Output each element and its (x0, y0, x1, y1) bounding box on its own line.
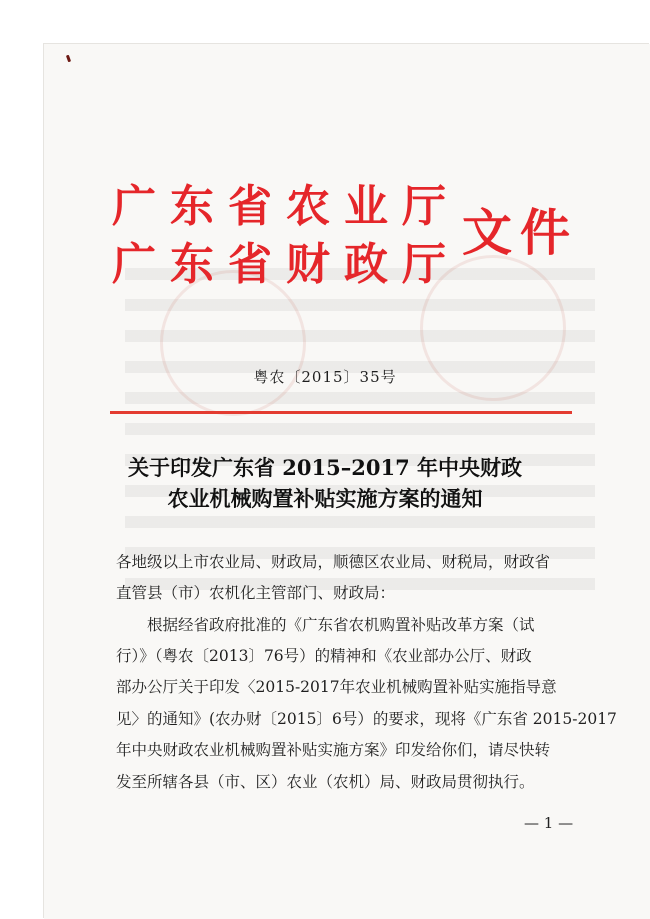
body-line: 各地级以上市农业局、财政局，顺德区农业局、财税局，财政省 (116, 553, 551, 571)
issuer-line-agriculture: 广东省农业厅 (112, 181, 460, 232)
body-line: 发至所辖各县（市、区）农业（农机）局、财政局贯彻执行。 (116, 773, 535, 791)
body-line: 年中央财政农业机械购置补贴实施方案》印发给你们，请尽快转 (116, 741, 551, 759)
document-suffix: 文件 (462, 203, 578, 262)
body-line: 部办公厅关于印发〈2015-2017年农业机械购置补贴实施指导意 (116, 678, 557, 696)
document-number: 粤农〔2015〕35号 (253, 368, 397, 386)
issuer-line-finance: 广东省财政厅 (112, 239, 460, 290)
title-line-1: 关于印发广东省 2015–2017 年中央财政 (127, 455, 522, 480)
page-number: — 1 — (524, 814, 574, 832)
bleed-through-seal (160, 270, 306, 416)
red-separator-rule (110, 411, 572, 414)
body-line: 见〉的通知》(农办财〔2015〕6号）的要求，现将《广东省 2015-2017 (116, 710, 617, 728)
title-line-2: 农业机械购置补贴实施方案的通知 (167, 486, 483, 511)
body-line: 直管县（市）农机化主管部门、财政局： (116, 584, 396, 602)
body-line: 行）》（粤农〔2013〕76号）的精神和《农业部办公厅、财政 (116, 647, 532, 665)
body-line: 根据经省政府批准的《广东省农机购置补贴改革方案（试 (147, 616, 535, 634)
